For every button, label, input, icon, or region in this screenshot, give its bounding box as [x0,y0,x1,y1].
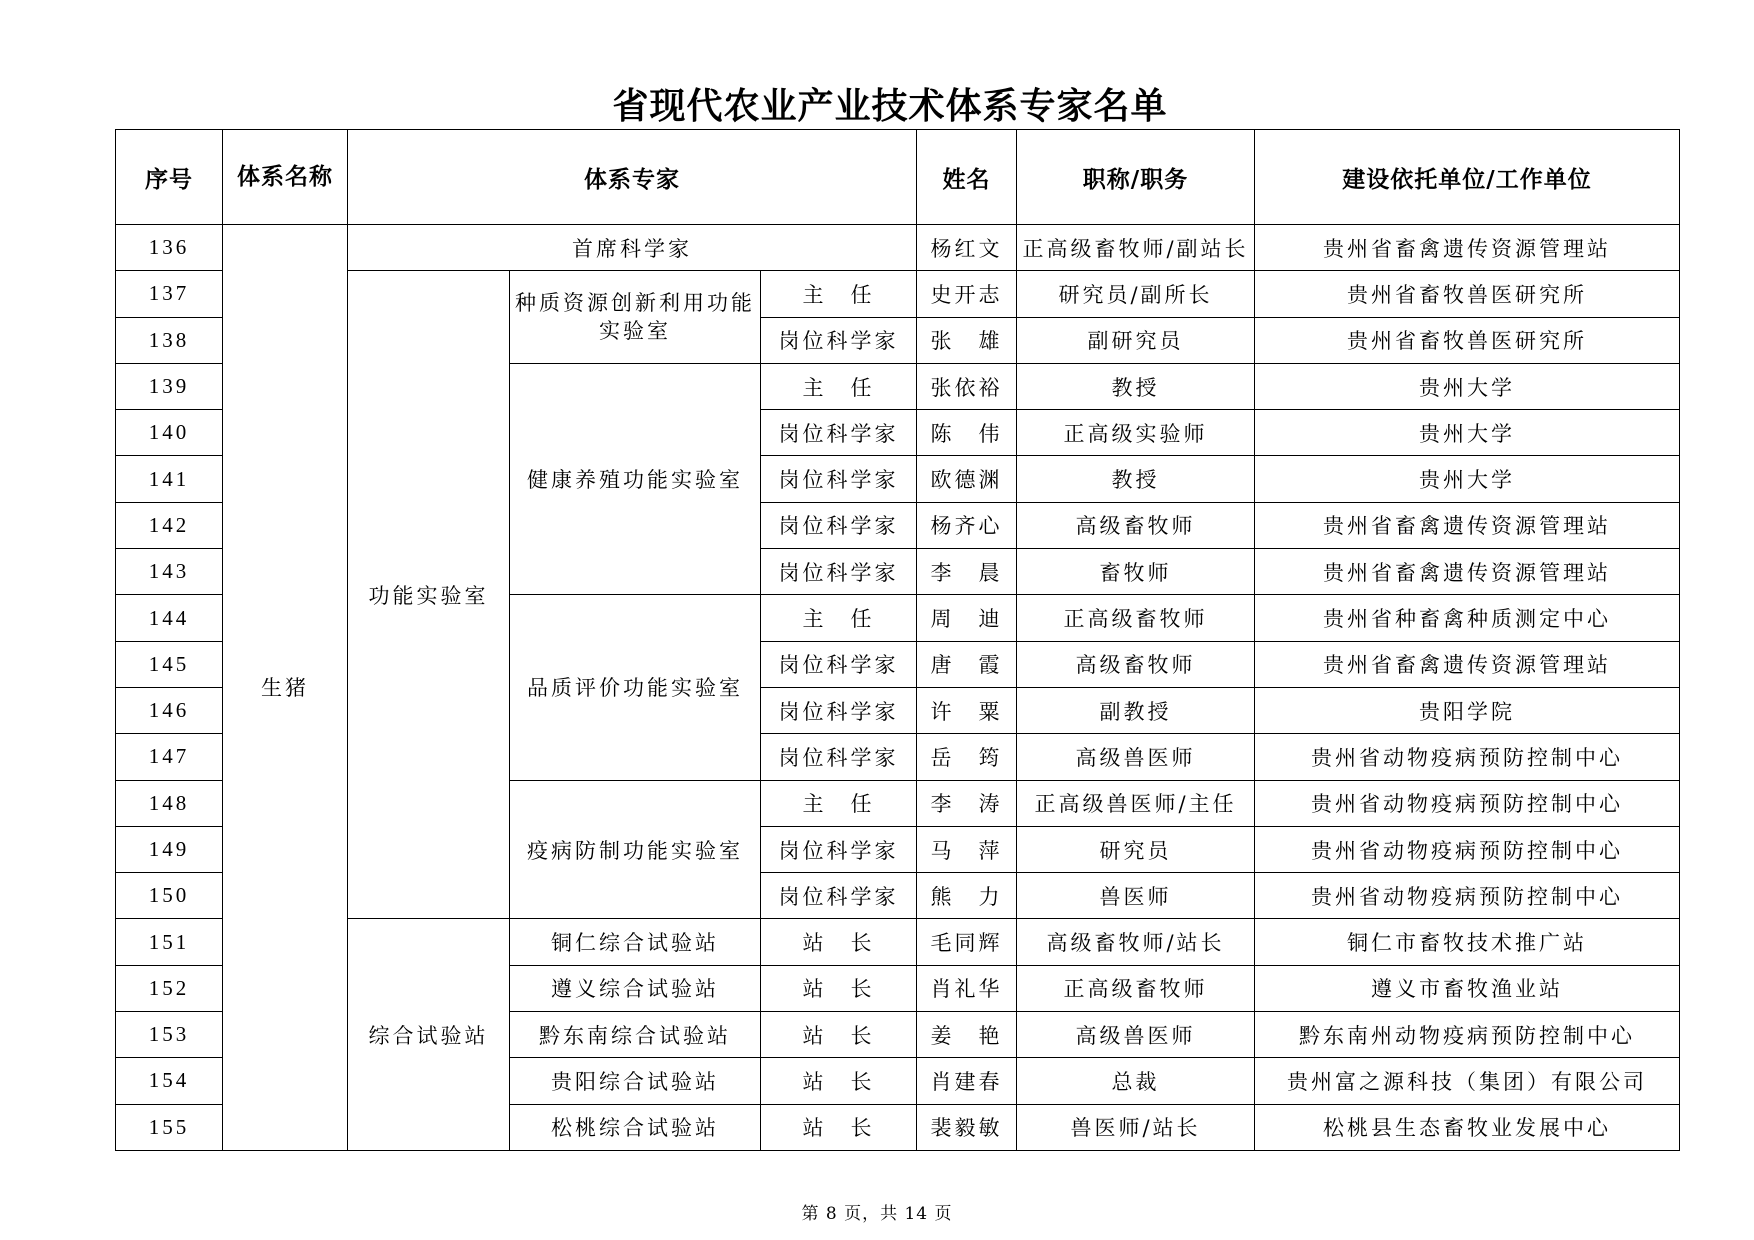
seq-cell: 143 [116,549,223,595]
role-cell: 岗位科学家 [761,317,917,363]
role-cell: 站 长 [761,1012,917,1058]
role-cell: 站 长 [761,1058,917,1104]
title-cell: 副研究员 [1017,317,1255,363]
unit-cell: 贵州富之源科技（集团）有限公司 [1255,1058,1680,1104]
seq-cell: 152 [116,965,223,1011]
title-cell: 副教授 [1017,687,1255,733]
title-cell: 高级兽医师 [1017,1012,1255,1058]
unit-cell: 贵州省畜禽遗传资源管理站 [1255,549,1680,595]
document-title: 省现代农业产业技术体系专家名单 [612,86,1168,127]
chief-scientist-cell: 首席科学家 [348,225,917,271]
header-name: 姓名 [917,130,1017,225]
role-cell: 岗位科学家 [761,873,917,919]
role-cell: 岗位科学家 [761,687,917,733]
seq-cell: 146 [116,687,223,733]
seq-cell: 149 [116,826,223,872]
seq-cell: 153 [116,1012,223,1058]
page-footer: 第 8 页，共 14 页 [801,1204,953,1224]
header-title: 职称/职务 [1017,130,1255,225]
lab-quality-evaluation-cell: 品质评价功能实验室 [510,595,761,780]
header-unit: 建设依托单位/工作单位 [1255,130,1680,225]
station-cell: 松桃综合试验站 [510,1104,761,1150]
title-cell: 高级兽医师 [1017,734,1255,780]
name-cell: 陈 伟 [917,410,1017,456]
unit-cell: 贵州省畜禽遗传资源管理站 [1255,641,1680,687]
title-cell: 高级畜牧师 [1017,502,1255,548]
role-cell: 主 任 [761,595,917,641]
name-cell: 裴毅敏 [917,1104,1017,1150]
role-cell: 主 任 [761,363,917,409]
seq-cell: 147 [116,734,223,780]
name-cell: 杨红文 [917,225,1017,271]
name-cell: 肖礼华 [917,965,1017,1011]
role-cell: 主 任 [761,780,917,826]
role-cell: 岗位科学家 [761,826,917,872]
role-cell: 站 长 [761,1104,917,1150]
unit-cell: 贵州省畜禽遗传资源管理站 [1255,225,1680,271]
table-row [116,271,1680,317]
system-name-cell: 生猪 [223,225,348,1151]
title-cell: 正高级畜牧师 [1017,595,1255,641]
name-cell: 杨齐心 [917,502,1017,548]
unit-cell: 遵义市畜牧渔业站 [1255,965,1680,1011]
title-cell: 教授 [1017,456,1255,502]
title-cell: 高级畜牧师/站长 [1017,919,1255,965]
name-cell: 岳 筠 [917,734,1017,780]
title-cell: 兽医师 [1017,873,1255,919]
name-cell: 史开志 [917,271,1017,317]
unit-cell: 贵州省动物疫病预防控制中心 [1255,780,1680,826]
role-cell: 主 任 [761,271,917,317]
seq-cell: 139 [116,363,223,409]
title-cell: 研究员/副所长 [1017,271,1255,317]
name-cell: 李 晨 [917,549,1017,595]
unit-cell: 贵阳学院 [1255,687,1680,733]
header-seq: 序号 [116,130,223,225]
station-cell: 遵义综合试验站 [510,965,761,1011]
title-cell: 教授 [1017,363,1255,409]
station-cell: 贵阳综合试验站 [510,1058,761,1104]
unit-cell: 贵州省种畜禽种质测定中心 [1255,595,1680,641]
header-row [116,130,1680,225]
seq-cell: 144 [116,595,223,641]
title-cell: 总裁 [1017,1058,1255,1104]
name-cell: 唐 霞 [917,641,1017,687]
unit-cell: 贵州省动物疫病预防控制中心 [1255,873,1680,919]
seq-cell: 136 [116,225,223,271]
title-cell: 研究员 [1017,826,1255,872]
header-experts: 体系专家 [348,130,917,225]
unit-cell: 铜仁市畜牧技术推广站 [1255,919,1680,965]
lab-germplasm-cell: 种质资源创新利用功能实验室 [510,271,761,364]
unit-cell: 贵州省动物疫病预防控制中心 [1255,826,1680,872]
seq-cell: 145 [116,641,223,687]
unit-cell: 贵州省畜禽遗传资源管理站 [1255,502,1680,548]
name-cell: 李 涛 [917,780,1017,826]
unit-cell: 贵州省动物疫病预防控制中心 [1255,734,1680,780]
role-cell: 岗位科学家 [761,549,917,595]
name-cell: 姜 艳 [917,1012,1017,1058]
role-cell: 岗位科学家 [761,502,917,548]
role-cell: 岗位科学家 [761,456,917,502]
table-row [116,919,1680,965]
role-cell: 岗位科学家 [761,410,917,456]
title-cell: 兽医师/站长 [1017,1104,1255,1150]
group-labs-cell: 功能实验室 [348,271,510,919]
role-cell: 岗位科学家 [761,734,917,780]
seq-cell: 148 [116,780,223,826]
unit-cell: 贵州大学 [1255,456,1680,502]
title-cell: 正高级实验师 [1017,410,1255,456]
seq-cell: 137 [116,271,223,317]
unit-cell: 贵州省畜牧兽医研究所 [1255,317,1680,363]
name-cell: 张 雄 [917,317,1017,363]
lab-disease-control-cell: 疫病防制功能实验室 [510,780,761,919]
name-cell: 欧德渊 [917,456,1017,502]
seq-cell: 150 [116,873,223,919]
unit-cell: 黔东南州动物疫病预防控制中心 [1255,1012,1680,1058]
name-cell: 熊 力 [917,873,1017,919]
title-cell: 高级畜牧师 [1017,641,1255,687]
role-cell: 岗位科学家 [761,641,917,687]
header-system: 体系名称 [223,130,348,225]
title-cell: 畜牧师 [1017,549,1255,595]
name-cell: 许 粟 [917,687,1017,733]
seq-cell: 140 [116,410,223,456]
role-cell: 站 长 [761,965,917,1011]
title-cell: 正高级兽医师/主任 [1017,780,1255,826]
seq-cell: 138 [116,317,223,363]
station-cell: 黔东南综合试验站 [510,1012,761,1058]
expert-table [115,129,1680,1151]
table-row [116,225,1680,271]
unit-cell: 松桃县生态畜牧业发展中心 [1255,1104,1680,1150]
unit-cell: 贵州省畜牧兽医研究所 [1255,271,1680,317]
unit-cell: 贵州大学 [1255,363,1680,409]
name-cell: 毛同辉 [917,919,1017,965]
title-cell: 正高级畜牧师/副站长 [1017,225,1255,271]
name-cell: 肖建春 [917,1058,1017,1104]
station-cell: 铜仁综合试验站 [510,919,761,965]
title-cell: 正高级畜牧师 [1017,965,1255,1011]
seq-cell: 154 [116,1058,223,1104]
group-stations-cell: 综合试验站 [348,919,510,1150]
unit-cell: 贵州大学 [1255,410,1680,456]
seq-cell: 142 [116,502,223,548]
name-cell: 周 迪 [917,595,1017,641]
seq-cell: 155 [116,1104,223,1150]
role-cell: 站 长 [761,919,917,965]
name-cell: 张依裕 [917,363,1017,409]
seq-cell: 151 [116,919,223,965]
name-cell: 马 萍 [917,826,1017,872]
lab-healthy-breeding-cell: 健康养殖功能实验室 [510,363,761,594]
seq-cell: 141 [116,456,223,502]
